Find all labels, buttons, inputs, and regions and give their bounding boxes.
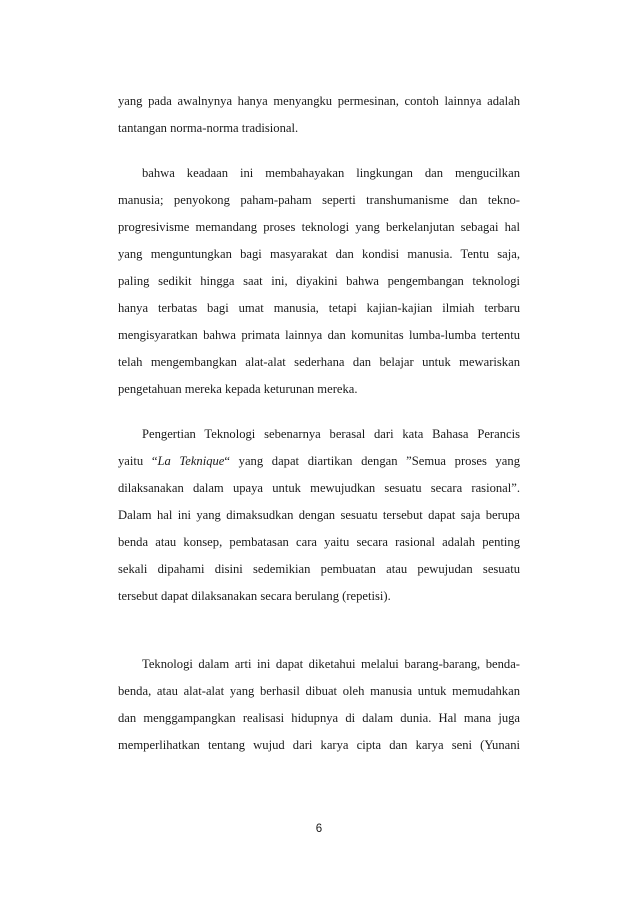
text-line: yang menguntungkan bagi masyarakat dan kondisi manusia. Tentu saja, xyxy=(118,247,520,261)
text-line: Dalam hal ini yang dimaksudkan dengan sesuatu tersebut dapat saja berupa xyxy=(118,508,520,522)
text-line: progresivisme memandang proses teknologi yang berkelanjutan sebagai hal xyxy=(118,220,520,234)
text-line: tersebut dapat dilaksanakan secara berulang (repetisi). xyxy=(118,589,391,603)
text-line-with-term xyxy=(118,452,520,470)
text-line: sekali dipahami disini sedemikian pembuatan atau pewujudan sesuatu xyxy=(118,562,520,576)
text-line: tantangan norma-norma tradisional. xyxy=(118,121,299,135)
text-line: benda, atau alat-alat yang berhasil dibuat oleh manusia untuk memudahkan xyxy=(118,684,520,698)
text-line: telah mengembangkan alat-alat sederhana dan belajar untuk mewariskan xyxy=(118,355,520,369)
text-line: manusia; penyokong paham-paham seperti transhumanisme dan tekno- xyxy=(118,193,520,207)
italic-term: La Teknique xyxy=(157,454,225,468)
text-line: yang pada awalnynya hanya menyangku permesinan, contoh lainnya adalah xyxy=(118,94,520,108)
text-line: dilaksanakan dalam upaya untuk mewujudkan sesuatu secara rasional”. xyxy=(118,481,520,495)
text-line: hanya terbatas bagi umat manusia, tetapi kajian-kajian ilmiah terbaru xyxy=(118,301,520,315)
text-line: pengetahuan mereka kepada keturunan mereka. xyxy=(118,382,358,396)
text-line: paling sedikit hingga saat ini, diyakini bahwa pengembangan teknologi xyxy=(118,274,520,288)
paragraph-first-line: Pengertian Teknologi sebenarnya berasal dari kata Bahasa Perancis xyxy=(142,427,520,441)
paragraph-first-line: Teknologi dalam arti ini dapat diketahui melalui barang-barang, benda- xyxy=(142,657,520,671)
page-number: 6 xyxy=(315,823,323,835)
text-segment: “ yang dapat diartikan dengan ”Semua proses yang xyxy=(224,454,520,468)
text-line: memperlihatkan tentang wujud dari karya cipta dan karya seni (Yunani xyxy=(118,738,520,752)
text-line: dan menggampangkan realisasi hidupnya di dalam dunia. Hal mana juga xyxy=(118,711,520,725)
text-line: benda atau konsep, pembatasan cara yaitu secara rasional adalah penting xyxy=(118,535,520,549)
paragraph-first-line: bahwa keadaan ini membahayakan lingkungan dan mengucilkan xyxy=(142,166,520,180)
text-segment: yaitu “ xyxy=(118,454,158,468)
text-line: mengisyaratkan bahwa primata lainnya dan komunitas lumba-lumba tertentu xyxy=(118,328,520,342)
